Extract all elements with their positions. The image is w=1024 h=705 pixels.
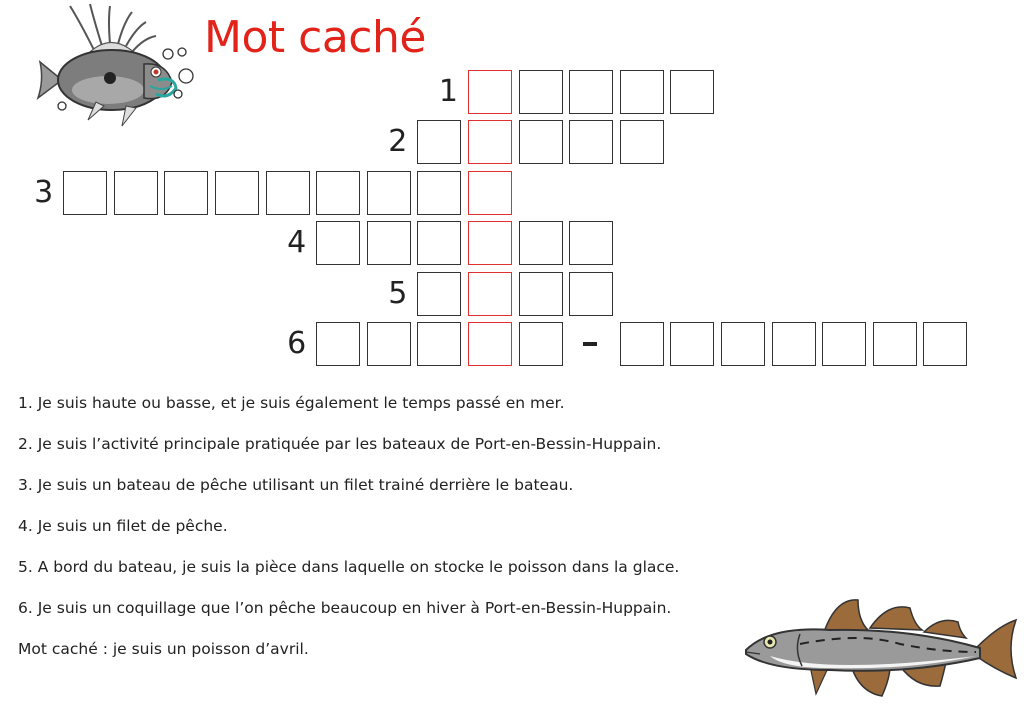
letter-cell[interactable] [316, 171, 360, 215]
letter-cell[interactable] [519, 322, 563, 366]
letter-cell[interactable] [873, 322, 917, 366]
page-title: Mot caché [204, 12, 426, 63]
hidden-letter-cell[interactable] [468, 322, 512, 366]
hidden-letter-cell[interactable] [468, 171, 512, 215]
letter-cell[interactable] [164, 171, 208, 215]
letter-cell[interactable] [569, 120, 613, 164]
hyphen-mark [583, 342, 597, 346]
letter-cell[interactable] [417, 221, 461, 265]
clue-1: 1. Je suis haute ou basse, et je suis également le temps passé en mer. [18, 394, 565, 412]
clue-list [18, 393, 798, 680]
letter-cell[interactable] [620, 120, 664, 164]
hidden-letter-cell[interactable] [468, 221, 512, 265]
hyphen-cell[interactable] [569, 322, 613, 366]
letter-cell[interactable] [569, 70, 613, 114]
clue-4: 4. Je suis un filet de pêche. [18, 517, 228, 535]
letter-cell[interactable] [569, 272, 613, 316]
letter-cell[interactable] [316, 322, 360, 366]
clue-2: 2. Je suis l’activité principale pratiquée par les bateaux de Port-en-Bessin-Huppain. [18, 435, 662, 453]
hidden-letter-cell[interactable] [468, 120, 512, 164]
row-number-2: 2 [388, 124, 408, 159]
letter-cell[interactable] [620, 322, 664, 366]
letter-cell[interactable] [721, 322, 765, 366]
letter-cell[interactable] [316, 221, 360, 265]
hidden-letter-cell[interactable] [468, 70, 512, 114]
letter-cell[interactable] [620, 70, 664, 114]
letter-cell[interactable] [417, 171, 461, 215]
letter-cell[interactable] [417, 120, 461, 164]
letter-cell[interactable] [266, 171, 310, 215]
row-number-3: 3 [34, 175, 54, 210]
letter-cell[interactable] [417, 272, 461, 316]
letter-cell[interactable] [417, 322, 461, 366]
hidden-letter-cell[interactable] [468, 272, 512, 316]
row-number-5: 5 [388, 276, 408, 311]
letter-cell[interactable] [670, 322, 714, 366]
row-number-1: 1 [438, 74, 458, 109]
letter-cell[interactable] [519, 221, 563, 265]
cod-fish-icon [740, 596, 1020, 700]
hidden-word-clue: Mot caché : je suis un poisson d’avril. [18, 640, 309, 658]
letter-cell[interactable] [670, 70, 714, 114]
letter-cell[interactable] [114, 171, 158, 215]
letter-cell[interactable] [367, 171, 411, 215]
clue-3: 3. Je suis un bateau de pêche utilisant un filet trainé derrière le bateau. [18, 476, 574, 494]
letter-cell[interactable] [569, 221, 613, 265]
letter-cell[interactable] [822, 322, 866, 366]
row-number-6: 6 [287, 326, 307, 361]
letter-cell[interactable] [367, 221, 411, 265]
letter-cell[interactable] [519, 70, 563, 114]
letter-cell[interactable] [367, 322, 411, 366]
letter-cell[interactable] [772, 322, 816, 366]
letter-cell[interactable] [63, 171, 107, 215]
row-number-4: 4 [287, 225, 307, 260]
letter-cell[interactable] [519, 120, 563, 164]
letter-cell[interactable] [215, 171, 259, 215]
clue-6: 6. Je suis un coquillage que l’on pêche beaucoup en hiver à Port-en-Bessin-Huppain. [18, 599, 672, 617]
letter-cell[interactable] [519, 272, 563, 316]
letter-cell[interactable] [923, 322, 967, 366]
clue-5: 5. A bord du bateau, je suis la pièce dans laquelle on stocke le poisson dans la glace. [18, 558, 680, 576]
